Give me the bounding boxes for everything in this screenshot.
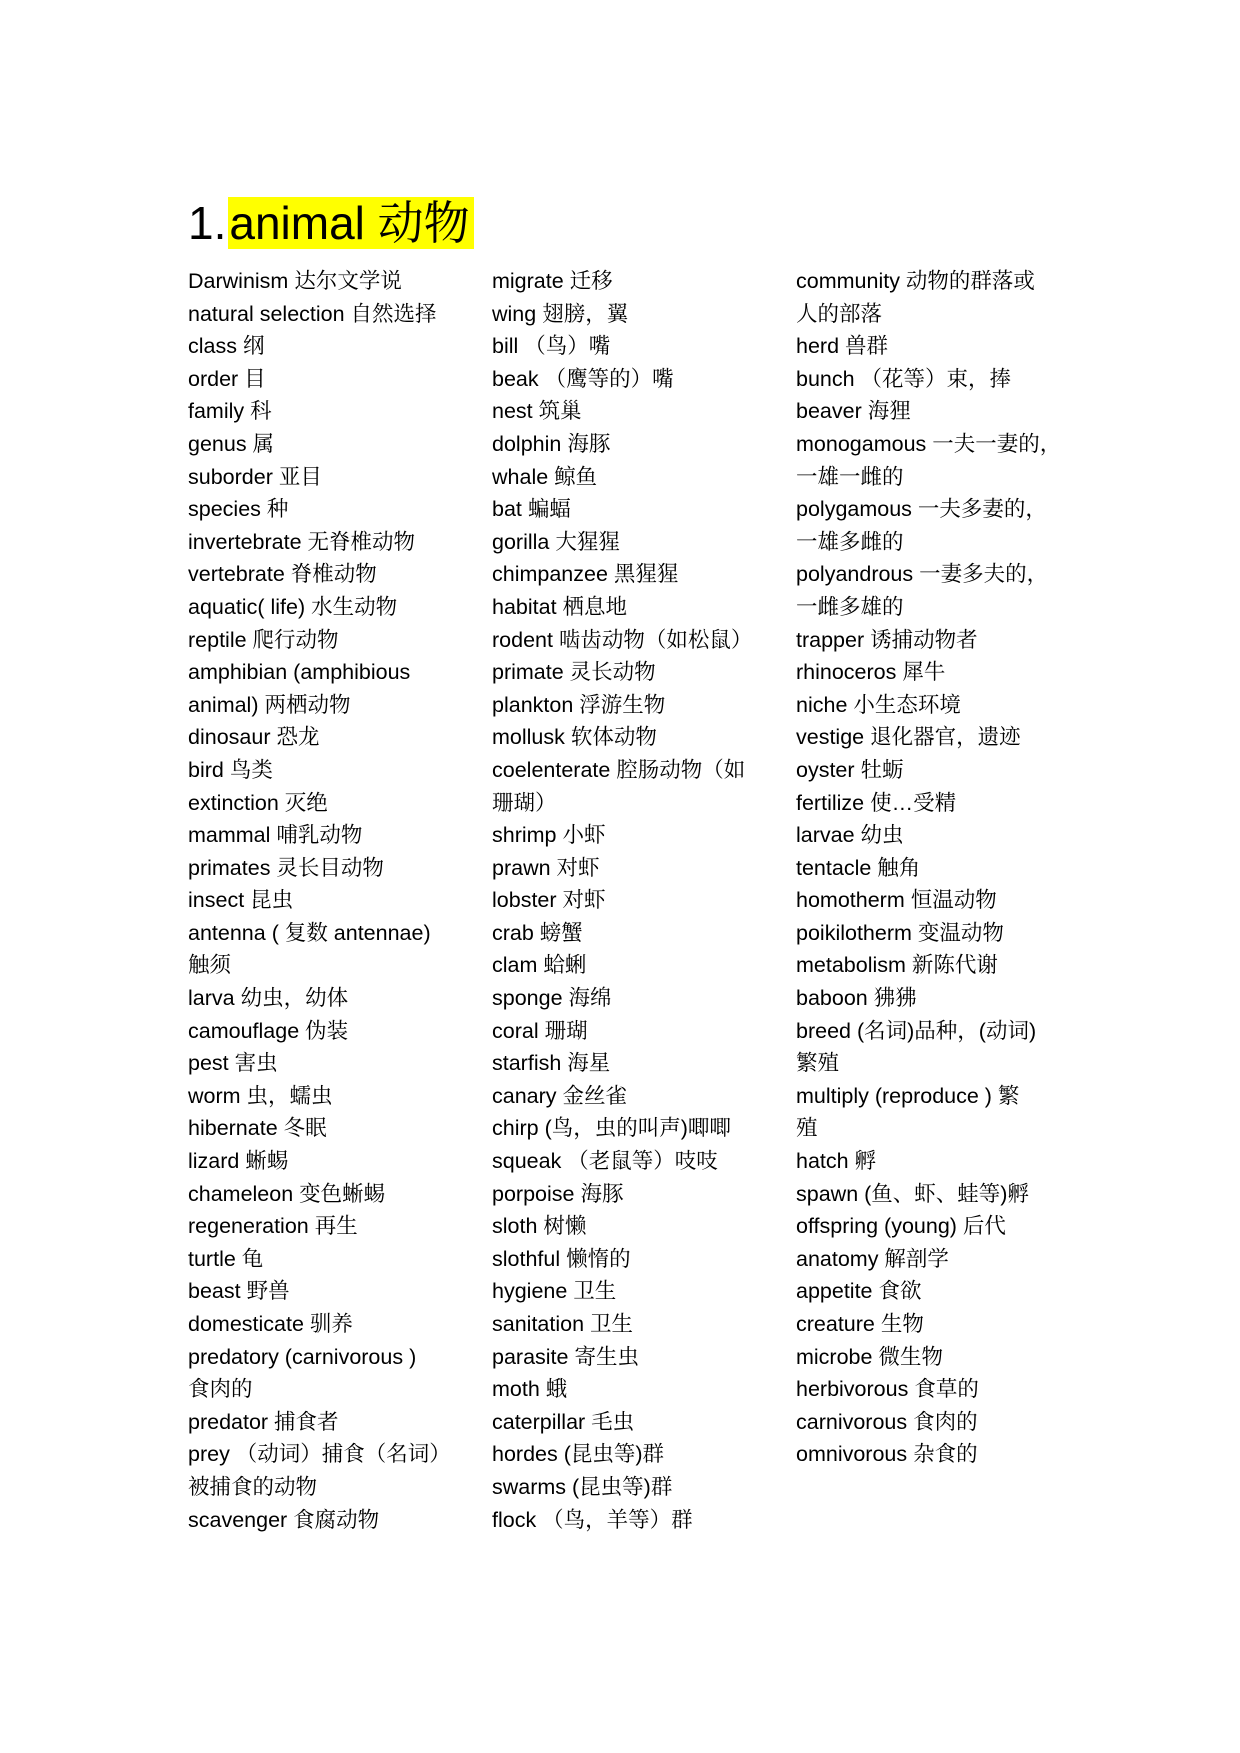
vocab-line: vestige 退化器官，遗迹 xyxy=(796,725,1021,750)
vocab-line: chimpanzee 黑猩猩 xyxy=(492,562,679,587)
vocab-line: animal) 两栖动物 xyxy=(188,692,351,717)
vocab-line: sanitation 卫生 xyxy=(492,1312,634,1336)
vocab-line: shrimp 小虾 xyxy=(492,823,606,848)
vocab-line: scavenger 食腐动物 xyxy=(188,1507,380,1532)
vocab-line: swarms (昆虫等)群 xyxy=(492,1474,673,1499)
vocab-line: appetite 食欲 xyxy=(796,1279,922,1304)
vocab-line: anatomy 解剖学 xyxy=(796,1246,949,1271)
vocab-line: homotherm 恒温动物 xyxy=(796,888,997,913)
vocab-line: flock （鸟，羊等）群 xyxy=(492,1507,693,1532)
vocab-line: polyandrous 一妻多夫的， xyxy=(796,562,1049,587)
vocab-line: 一雌多雄的 xyxy=(796,594,904,619)
vocab-line: prey （动词）捕食（名词） xyxy=(188,1442,451,1467)
title-number: 1. xyxy=(188,197,227,249)
vocab-line: bunch （花等）束，捧 xyxy=(796,366,1012,391)
vocab-line: chirp (鸟，虫的叫声)唧唧 xyxy=(492,1116,731,1141)
vocab-line: rhinoceros 犀牛 xyxy=(796,660,946,685)
vocab-line: rodent 啮齿动物（如松鼠） xyxy=(492,627,753,652)
vocab-line: worm 虫，蠕虫 xyxy=(188,1083,333,1108)
vocab-line: turtle 龟 xyxy=(188,1246,264,1271)
vocab-line: extinction 灭绝 xyxy=(188,790,328,815)
vocab-line: predatory (carnivorous ) xyxy=(188,1344,417,1369)
vocab-line: carnivorous 食肉的 xyxy=(796,1409,978,1434)
vocab-line: coral 珊瑚 xyxy=(492,1018,588,1043)
vocab-line: larvae 幼虫 xyxy=(796,823,904,848)
vocab-line: 人的部落 xyxy=(796,301,883,326)
vocab-line: beaver 海狸 xyxy=(796,399,911,424)
vocab-line: oyster 牡蛎 xyxy=(796,757,904,782)
vocab-line: insect 昆虫 xyxy=(188,888,294,913)
vocab-line: bat 蝙蝠 xyxy=(492,497,571,522)
vocab-line: crab 螃蟹 xyxy=(492,920,583,945)
vocab-line: beast 野兽 xyxy=(188,1279,290,1304)
vocab-line: monogamous 一夫一妻的， xyxy=(796,431,1062,456)
vocab-line: metabolism 新陈代谢 xyxy=(796,953,998,978)
vocab-line: bill （鸟）嘴 xyxy=(492,334,611,359)
vocab-line: predator 捕食者 xyxy=(188,1409,339,1434)
vocab-line: lobster 对虾 xyxy=(492,888,606,913)
vocab-line: suborder 亚目 xyxy=(188,464,322,489)
vocab-line: 触须 xyxy=(188,953,232,978)
vocab-line: whale 鲸鱼 xyxy=(492,464,598,489)
vocab-line: canary 金丝雀 xyxy=(492,1083,628,1108)
vocab-line: starfish 海星 xyxy=(492,1051,611,1076)
vocab-line: amphibian (amphibious xyxy=(188,660,411,685)
vocab-line: slothful 懒惰的 xyxy=(492,1246,631,1271)
vocab-line: hordes (昆虫等)群 xyxy=(492,1442,665,1467)
vocab-line: vertebrate 脊椎动物 xyxy=(188,562,377,587)
vocab-line: squeak （老鼠等）吱吱 xyxy=(492,1149,718,1174)
vocab-line: camouflage 伪装 xyxy=(188,1018,349,1043)
vocab-line: microbe 微生物 xyxy=(796,1344,943,1369)
vocab-line: 食肉的 xyxy=(188,1377,253,1402)
vocab-line: prawn 对虾 xyxy=(492,855,600,880)
vocab-line: bird 鸟类 xyxy=(188,757,273,782)
vocab-line: antenna ( 复数 antennae) xyxy=(188,920,431,945)
vocab-line: natural selection 自然选择 xyxy=(188,301,437,326)
vocab-line: offspring (young) 后代 xyxy=(796,1214,1006,1239)
vocab-line: parasite 寄生虫 xyxy=(492,1344,639,1369)
vocab-line: coelenterate 腔肠动物（如 xyxy=(492,757,746,782)
vocab-line: class 纲 xyxy=(188,334,265,359)
vocab-line: migrate 迁移 xyxy=(492,269,613,293)
vocab-line: habitat 栖息地 xyxy=(492,594,628,619)
vocab-line: breed (名词)品种，(动词) xyxy=(796,1018,1037,1043)
vocab-line: polygamous 一夫多妻的， xyxy=(796,497,1047,522)
vocab-line: nest 筑巢 xyxy=(492,399,582,424)
vocab-line: sloth 树懒 xyxy=(492,1214,587,1239)
vocab-line: poikilotherm 变温动物 xyxy=(796,920,1004,945)
vocab-line: species 种 xyxy=(188,497,289,522)
vocab-line: sponge 海绵 xyxy=(492,986,612,1011)
vocab-line: domesticate 驯养 xyxy=(188,1312,353,1336)
vocab-line: dolphin 海豚 xyxy=(492,431,611,456)
vocab-line: trapper 诱捕动物者 xyxy=(796,627,978,652)
vocab-line: Darwinism 达尔文学说 xyxy=(188,269,402,293)
vocab-line: lizard 蜥蜴 xyxy=(188,1149,289,1174)
page-title xyxy=(188,190,474,256)
vocab-line: primate 灵长动物 xyxy=(492,660,656,685)
vocab-line: invertebrate 无脊椎动物 xyxy=(188,529,416,554)
vocab-line: reptile 爬行动物 xyxy=(188,627,339,652)
vocab-column-2 xyxy=(492,265,782,1536)
vocab-line: 一雄多雌的 xyxy=(796,529,904,554)
vocab-column-3 xyxy=(796,265,1086,1471)
title-highlighted-text: animal 动物 xyxy=(228,197,473,249)
vocab-line: wing 翅膀，翼 xyxy=(492,301,629,326)
vocab-line: chameleon 变色蜥蜴 xyxy=(188,1181,386,1206)
vocab-line: 珊瑚） xyxy=(492,790,557,815)
vocab-line: herd 兽群 xyxy=(796,334,889,359)
vocab-line: larva 幼虫，幼体 xyxy=(188,986,349,1011)
vocab-line: herbivorous 食草的 xyxy=(796,1377,979,1402)
vocab-line: genus 属 xyxy=(188,431,275,456)
vocab-line: community 动物的群落或 xyxy=(796,269,1035,293)
vocab-line: 被捕食的动物 xyxy=(188,1474,318,1499)
vocab-line: caterpillar 毛虫 xyxy=(492,1409,635,1434)
vocab-line: regeneration 再生 xyxy=(188,1214,358,1239)
vocab-line: multiply (reproduce ) 繁 xyxy=(796,1083,1020,1108)
vocab-line: tentacle 触角 xyxy=(796,855,921,880)
vocab-line: order 目 xyxy=(188,366,266,391)
vocab-line: hygiene 卫生 xyxy=(492,1279,617,1304)
vocab-line: mammal 哺乳动物 xyxy=(188,823,363,848)
vocab-line: spawn (鱼、虾、蛙等)孵 xyxy=(796,1181,1029,1206)
vocab-line: fertilize 使…受精 xyxy=(796,790,957,815)
vocab-line: plankton 浮游生物 xyxy=(492,692,666,717)
vocab-line: 殖 xyxy=(796,1116,818,1141)
vocab-line: beak （鹰等的）嘴 xyxy=(492,366,674,391)
vocab-line: hibernate 冬眠 xyxy=(188,1116,327,1141)
vocab-line: clam 蛤蜊 xyxy=(492,953,587,978)
vocab-line: creature 生物 xyxy=(796,1312,924,1336)
vocab-line: mollusk 软体动物 xyxy=(492,725,657,750)
vocab-line: baboon 狒狒 xyxy=(796,986,917,1011)
vocab-line: 繁殖 xyxy=(796,1051,840,1076)
vocab-line: primates 灵长目动物 xyxy=(188,855,384,880)
vocab-line: omnivorous 杂食的 xyxy=(796,1442,978,1467)
vocab-line: family 科 xyxy=(188,399,272,424)
vocab-line: gorilla 大猩猩 xyxy=(492,529,620,554)
vocab-line: pest 害虫 xyxy=(188,1051,278,1076)
vocab-line: moth 蛾 xyxy=(492,1377,568,1402)
vocab-line: hatch 孵 xyxy=(796,1149,877,1174)
vocab-column-1 xyxy=(188,265,478,1536)
vocab-line: niche 小生态环境 xyxy=(796,692,961,717)
vocab-line: aquatic( life) 水生动物 xyxy=(188,594,398,619)
vocab-line: dinosaur 恐龙 xyxy=(188,725,320,750)
vocab-line: 一雄一雌的 xyxy=(796,464,904,489)
vocab-line: porpoise 海豚 xyxy=(492,1181,624,1206)
